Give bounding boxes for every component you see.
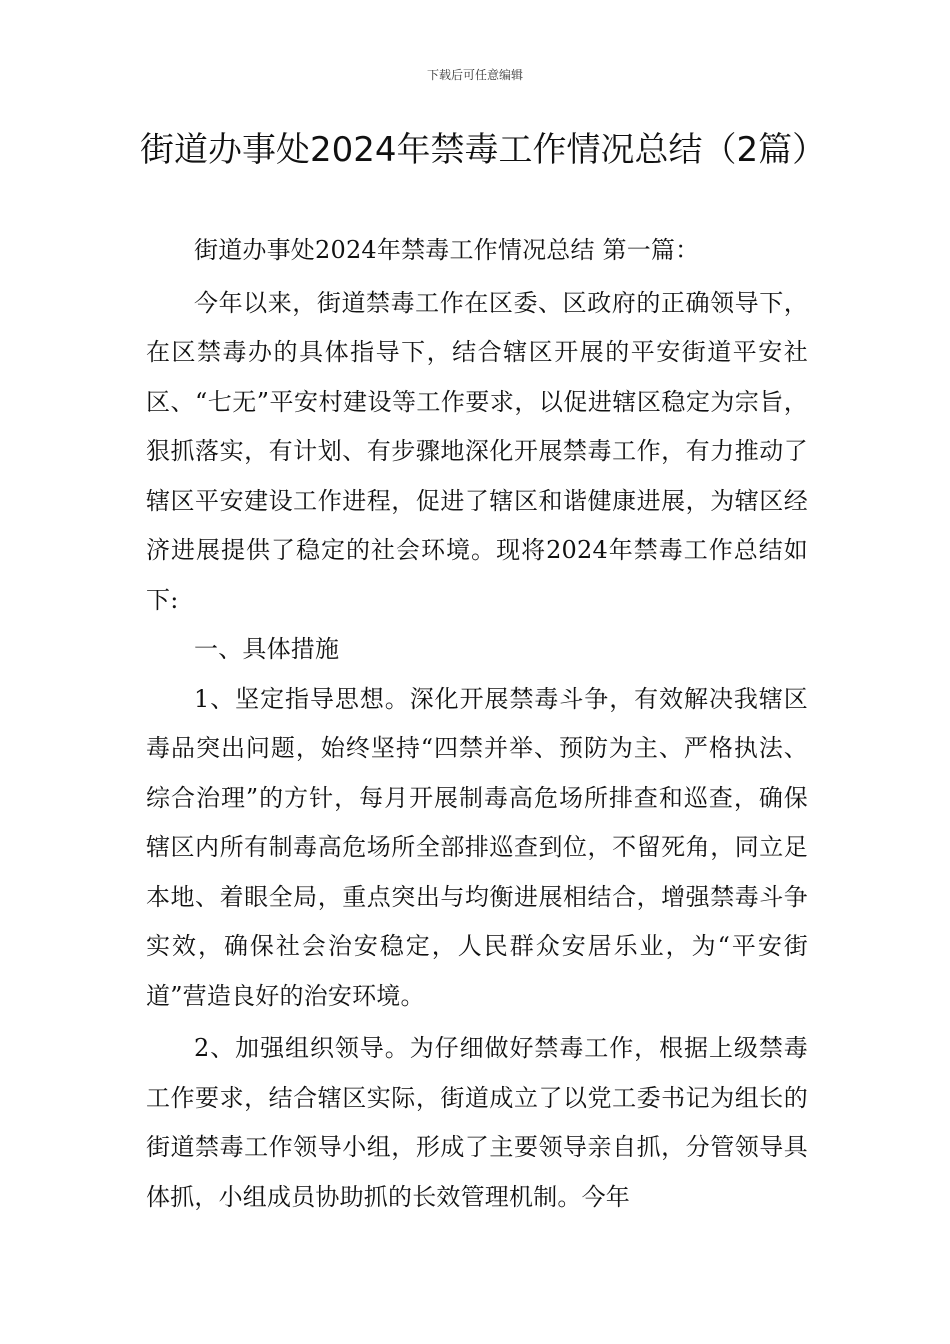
paragraph-overview: 今年以来，街道禁毒工作在区委、区政府的正确领导下，在区禁毒办的具体指导下，结合辖区开展的平安街道平安社区、“七无”平安村建设等工作要求，以促进辖区稳定为宗旨，狠抓落实，有计划、有步骤地深化开展禁毒工作，有力推动了辖区平安建设工作进程，促进了辖区和谐健康进展，为辖区经济进展提供了稳定的社会环境。现将2024年禁毒工作总结如下:: [146, 288, 808, 614]
section-heading-measures: 一、具体措施: [194, 635, 340, 663]
section-intro: 街道办事处2024年禁毒工作情况总结 第一篇：: [194, 236, 700, 264]
header-note: 下载后可任意编辑: [426, 68, 523, 82]
document-body: [146, 226, 808, 1222]
document-title: 街道办事处2024年禁毒工作情况总结（2篇）: [140, 130, 827, 170]
paragraph-measure-2: 2、加强组织领导。为仔细做好禁毒工作，根据上级禁毒工作要求，结合辖区实际，街道成立了以党工委书记为组长的街道禁毒工作领导小组，形成了主要领导亲自抓，分管领导具体抓，小组成员协助抓的长效管理机制。今年: [146, 1034, 808, 1211]
paragraph-measure-1: 1、坚定指导思想。深化开展禁毒斗争，有效解决我辖区毒品突出问题，始终坚持“四禁并举、预防为主、严格执法、综合治理”的方针，每月开展制毒高危场所排查和巡查，确保辖区内所有制毒高危场所全部排巡查到位，不留死角，同立足本地、着眼全局，重点突出与均衡进展相结合，增强禁毒斗争实效，确保社会治安稳定，人民群众安居乐业，为“平安街道”营造良好的治安环境。: [146, 684, 808, 1010]
